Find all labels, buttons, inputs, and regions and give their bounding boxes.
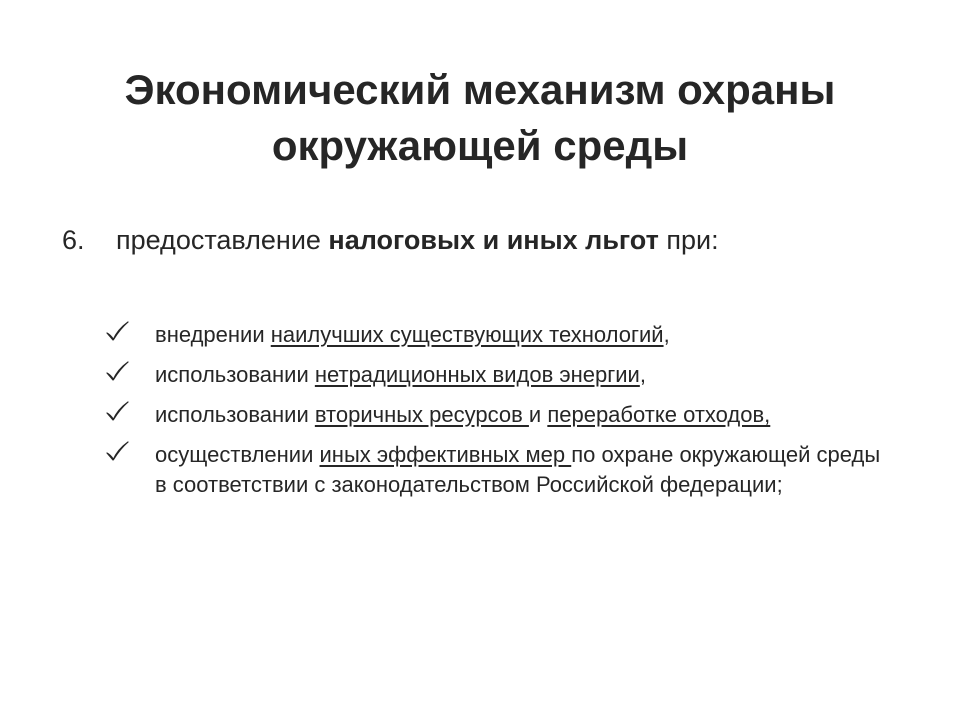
bullet-list: [104, 320, 884, 510]
bullet-item-2: [104, 360, 884, 390]
bullet-3-pre: использовании: [155, 402, 315, 427]
bullet-1-pre: внедрении: [155, 322, 271, 347]
bullet-4-underlined: иных эффективных мер: [319, 442, 572, 467]
checkmark-icon: [104, 320, 130, 346]
bullet-3-underlined-2: переработке отходов,: [547, 402, 771, 427]
point-text-after: при:: [658, 225, 719, 255]
bullet-2-post: ,: [639, 362, 646, 387]
bullet-item-1: [104, 320, 884, 350]
slide-title-line-2: окружающей среды: [271, 122, 689, 170]
main-point: [62, 222, 922, 258]
checkmark-icon: [104, 360, 130, 386]
slide-title: [40, 62, 920, 174]
point-number: 6.: [62, 225, 85, 255]
point-text-before: предоставление: [116, 225, 329, 255]
bullet-1-post: ,: [663, 322, 670, 347]
bullet-2-underlined: нетрадиционных видов энергии: [314, 362, 640, 387]
bullet-2-pre: использовании: [155, 362, 315, 387]
bullet-4-pre: осуществлении: [155, 442, 320, 467]
checkmark-icon: [104, 440, 130, 466]
bullet-3-underlined-1: вторичных ресурсов: [314, 402, 529, 427]
bullet-item-4: [104, 440, 884, 500]
point-text-bold: налоговых и иных льгот: [328, 225, 659, 255]
bullet-3-mid: и: [528, 402, 548, 427]
bullet-4-post: по охране окружающей среды в соответствии с законодательством Российской федерации;: [155, 442, 881, 497]
bullet-1-underlined: наилучших существующих технологий: [270, 322, 664, 347]
slide-title-line-1: Экономический механизм охраны: [124, 66, 836, 114]
checkmark-icon: [104, 400, 130, 426]
bullet-item-3: [104, 400, 884, 430]
